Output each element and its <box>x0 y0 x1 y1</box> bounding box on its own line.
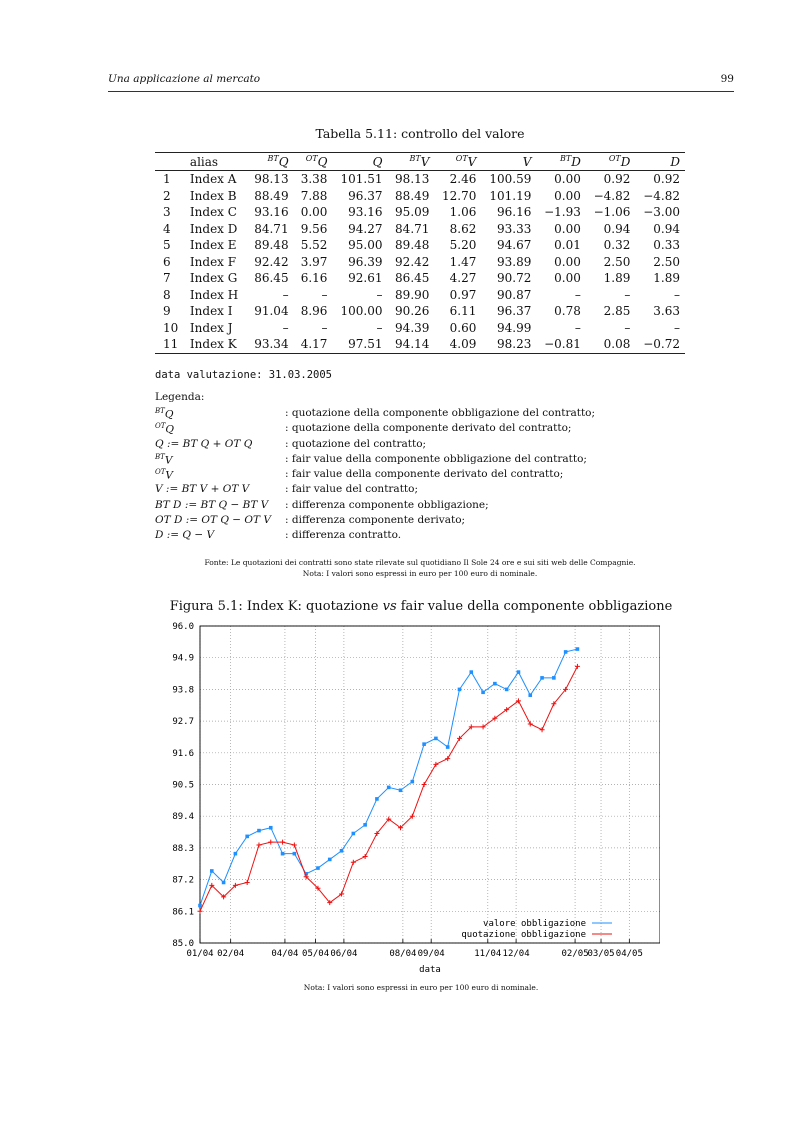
legend-symbol <box>155 453 172 467</box>
value-cell: 1.89 <box>653 271 680 286</box>
legend-item <box>155 529 635 544</box>
row-number: 2 <box>163 188 171 203</box>
value-cell: 0.00 <box>554 188 581 203</box>
data-point-valore <box>340 849 344 853</box>
y-tick-label: 88.3 <box>172 843 194 854</box>
data-point-valore <box>458 688 462 692</box>
value-cell: – <box>574 287 581 302</box>
value-cell: 97.51 <box>348 337 383 352</box>
x-tick-label: 08/04 <box>389 949 417 959</box>
value-cell: 100.00 <box>340 304 383 319</box>
value-cell: 2.46 <box>449 172 477 187</box>
value-cell: 84.71 <box>254 221 289 236</box>
row-number: 7 <box>163 271 171 286</box>
legend-symbol-text: Q <box>165 423 175 436</box>
data-point-valore <box>422 742 426 746</box>
header-superscript: OT <box>455 154 468 163</box>
value-cell: 101.19 <box>489 188 532 203</box>
value-cell: 92.42 <box>395 254 430 269</box>
data-point-quotazione <box>292 843 297 848</box>
legend-description: : quotazione della componente obbligazione del contratto; <box>285 407 596 419</box>
x-tick-label: 03/05 <box>587 949 615 959</box>
value-cell: 86.45 <box>395 271 430 286</box>
value-cell: 0.78 <box>554 304 581 319</box>
data-point-valore <box>328 858 332 862</box>
value-cell: 7.88 <box>300 188 328 203</box>
value-cell: 0.97 <box>449 287 477 302</box>
value-cell: 6.11 <box>449 304 477 319</box>
row-number: 5 <box>163 238 171 253</box>
value-cell: 0.00 <box>300 205 328 220</box>
header-superscript: BT <box>560 154 572 163</box>
figure-caption-vs: vs <box>382 599 397 614</box>
row-number: 10 <box>163 320 179 335</box>
data-point-quotazione <box>433 762 438 767</box>
table-row <box>155 254 685 271</box>
value-cell: 94.27 <box>348 221 383 236</box>
header-superscript: BT <box>267 154 279 163</box>
row-number: 11 <box>163 337 179 352</box>
x-tick-label: 05/04 <box>302 949 330 959</box>
y-tick-label: 96.0 <box>172 622 194 632</box>
header-symbol: Q <box>317 155 328 169</box>
legend-symbol <box>155 468 173 482</box>
value-cell: 93.89 <box>497 254 532 269</box>
data-point-valore <box>245 835 249 839</box>
table-header-row <box>155 153 685 171</box>
data-point-quotazione <box>528 721 533 726</box>
alias-cell: Index D <box>189 221 238 236</box>
table-row <box>155 303 685 320</box>
value-cell: 94.99 <box>497 320 532 335</box>
value-cell: −3.00 <box>643 205 680 220</box>
value-cell: 90.87 <box>497 287 532 302</box>
y-tick-label: 86.1 <box>172 907 194 918</box>
value-cell: 4.09 <box>449 337 477 352</box>
data-point-valore <box>387 786 391 790</box>
value-cell: 89.48 <box>395 238 430 253</box>
value-cell: 2.50 <box>653 254 680 269</box>
x-tick-label: 12/04 <box>502 949 530 959</box>
legend-symbol-text: D := Q − V <box>155 529 215 542</box>
table-row <box>155 221 685 238</box>
header-symbol: V <box>522 154 532 169</box>
table-source-note <box>155 557 685 579</box>
data-point-valore <box>198 904 202 908</box>
figure-caption <box>108 599 734 614</box>
chart-note: Nota: I valori sono espressi in euro per 100 euro di nominale. <box>303 983 539 992</box>
legend-symbol-text: V <box>165 469 174 482</box>
value-cell: 96.37 <box>497 304 532 319</box>
legend-description: : differenza contratto. <box>285 529 402 542</box>
table-body <box>155 171 685 354</box>
header-cell: alias <box>189 154 219 169</box>
data-point-valore <box>517 670 521 674</box>
data-point-valore <box>352 832 356 836</box>
data-point-valore <box>552 676 556 680</box>
value-cell: 1.47 <box>449 254 477 269</box>
x-tick-label: 04/05 <box>615 949 643 959</box>
value-cell: 5.20 <box>449 238 477 253</box>
header-cell <box>294 153 333 171</box>
figure-caption-pre: Figura 5.1: Index K: quotazione <box>169 599 383 614</box>
data-point-quotazione <box>245 880 250 885</box>
data-point-quotazione <box>540 727 545 732</box>
value-cell: 3.63 <box>653 304 680 319</box>
legend-description: : quotazione della componente derivato del contratto; <box>285 422 572 435</box>
table-row <box>155 320 685 337</box>
header-symbol: V <box>467 155 477 169</box>
data-point-valore <box>446 745 450 749</box>
table-caption: Tabella 5.11: controllo del valore <box>315 126 525 141</box>
legend-superscript: OT <box>155 468 166 477</box>
legend-description: : differenza componente derivato; <box>285 514 466 527</box>
value-cell: – <box>282 287 289 302</box>
value-cell: 0.92 <box>603 172 631 187</box>
alias-cell: Index G <box>189 271 238 286</box>
chart-legend-label: valore obbligazione <box>483 919 586 929</box>
data-point-valore <box>411 780 415 784</box>
header-cell <box>247 153 294 171</box>
data-point-quotazione <box>256 843 261 848</box>
data-point-valore <box>222 881 226 885</box>
legend-superscript: OT <box>155 422 166 431</box>
value-cell: – <box>674 320 680 335</box>
data-point-valore <box>505 688 509 692</box>
header-superscript: OT <box>305 154 318 163</box>
legend-description: : fair value della componente obbligazione del contratto; <box>285 452 587 465</box>
table-row <box>155 270 685 287</box>
x-tick-label: 04/04 <box>271 949 299 959</box>
value-cell: 90.26 <box>395 304 430 319</box>
header-cell <box>536 153 586 171</box>
legend-item <box>155 422 635 437</box>
value-cell: – <box>574 320 581 335</box>
value-cell: 98.23 <box>497 337 532 352</box>
header-symbol: D <box>670 154 680 169</box>
alias-cell: Index H <box>189 287 239 302</box>
data-point-valore <box>375 797 379 801</box>
value-cell: 94.67 <box>497 238 532 253</box>
value-cell: – <box>282 320 289 335</box>
valuation-date: data valutazione: 31.03.2005 <box>155 369 333 381</box>
legend-superscript: BT <box>155 407 165 415</box>
legend-item <box>155 514 635 529</box>
data-point-quotazione <box>445 756 450 761</box>
legend-item <box>155 438 635 453</box>
value-cell: 12.70 <box>441 188 477 203</box>
legend-symbol <box>155 514 271 526</box>
value-cell: – <box>321 320 328 335</box>
value-cell: 2.85 <box>603 304 631 319</box>
header-cell <box>481 153 536 171</box>
data-point-quotazione <box>198 909 203 914</box>
header-symbol: D <box>571 155 581 169</box>
legend-symbol <box>155 499 268 511</box>
legend-item <box>155 453 635 468</box>
x-tick-label: 01/04 <box>186 949 214 959</box>
value-cell: 9.56 <box>300 221 328 236</box>
value-cell: 92.61 <box>348 271 383 286</box>
value-cell: – <box>321 287 328 302</box>
header-symbol: Q <box>278 155 289 169</box>
value-cell: 2.50 <box>603 254 631 269</box>
data-point-valore <box>210 869 214 873</box>
row-number: 6 <box>163 254 171 269</box>
legend-description: : quotazione del contratto; <box>285 437 427 450</box>
table-row <box>155 336 685 353</box>
row-number: 8 <box>163 287 171 302</box>
legend-superscript: BT <box>155 452 165 461</box>
alias-cell: Index B <box>189 188 237 203</box>
y-tick-label: 93.8 <box>172 685 194 696</box>
value-cell: 89.48 <box>254 238 289 253</box>
value-cell: 95.00 <box>348 238 383 253</box>
header-cell <box>434 153 481 171</box>
value-cell: −4.82 <box>643 188 680 203</box>
legend-symbol <box>155 483 249 495</box>
value-cell: 84.71 <box>395 221 430 236</box>
header-cell <box>635 153 685 171</box>
x-tick-label: 02/05 <box>561 949 589 959</box>
y-tick-label: 94.9 <box>172 653 194 664</box>
table-row <box>155 204 685 221</box>
y-tick-label: 91.6 <box>172 748 194 759</box>
alias-cell: Index J <box>189 320 233 335</box>
value-cell: 1.89 <box>603 271 631 286</box>
row-number: 4 <box>163 221 171 236</box>
data-point-valore <box>234 852 238 856</box>
data-point-quotazione <box>363 854 368 859</box>
figure-caption-post: fair value della componente obbligazione <box>396 599 673 614</box>
legend-symbol <box>155 422 174 436</box>
alias-cell: Index F <box>189 254 237 269</box>
value-cell: 91.04 <box>254 304 289 319</box>
value-cell: 93.34 <box>254 337 289 352</box>
data-point-valore <box>493 682 497 686</box>
y-tick-label: 85.0 <box>172 939 194 949</box>
value-cell: – <box>624 287 631 302</box>
value-cell: 98.13 <box>395 172 430 187</box>
value-cell: 3.97 <box>300 254 328 269</box>
value-cell: 93.33 <box>497 221 532 236</box>
table-row <box>155 171 685 188</box>
legend-title: Legenda: <box>155 391 205 403</box>
alias-cell: Index A <box>189 172 237 187</box>
data-point-valore <box>481 690 485 694</box>
value-cell: −1.06 <box>593 205 631 220</box>
data-point-valore <box>269 826 273 830</box>
data-point-valore <box>528 693 532 697</box>
value-cell: 93.16 <box>254 205 289 220</box>
value-cell: 0.94 <box>653 221 680 236</box>
header-cell <box>586 153 636 171</box>
value-cell: 4.27 <box>449 271 477 286</box>
value-cell: −4.82 <box>593 188 631 203</box>
alias-cell: Index K <box>189 337 237 352</box>
data-point-valore <box>469 670 473 674</box>
value-cell: 5.52 <box>300 238 328 253</box>
header-superscript: OT <box>608 154 621 163</box>
header-cell <box>332 153 387 171</box>
section-title: Una applicazione al mercato <box>108 73 261 85</box>
value-cell: 4.17 <box>300 337 328 352</box>
data-point-valore <box>399 788 403 792</box>
legend-symbol <box>155 407 173 421</box>
value-cell: 6.16 <box>300 271 328 286</box>
legend-symbol-text: Q := BT Q + OT Q <box>155 437 253 450</box>
legend-symbol-text: OT D := OT Q − OT V <box>155 514 271 527</box>
header-superscript: BT <box>409 154 421 163</box>
value-cell: 0.00 <box>554 254 581 269</box>
header-cell <box>387 153 434 171</box>
data-point-valore <box>540 676 544 680</box>
value-cell: 96.37 <box>348 188 383 203</box>
alias-cell: Index I <box>189 304 233 319</box>
value-cell: 0.01 <box>554 238 581 253</box>
legend-symbol-text: V := BT V + OT V <box>155 483 250 496</box>
legend-item <box>155 483 635 498</box>
x-tick-label: 02/04 <box>217 949 245 959</box>
legend-description: : fair value del contratto; <box>285 483 418 496</box>
legend-symbol-text: V <box>164 454 173 467</box>
header-symbol: Q <box>372 154 383 169</box>
x-axis-label: data <box>419 965 441 975</box>
values-note-line: Nota: I valori sono espressi in euro per 100 euro di nominale. <box>302 569 538 578</box>
value-cell: 94.14 <box>395 337 430 352</box>
data-point-valore <box>257 829 261 833</box>
data-point-quotazione <box>351 860 356 865</box>
data-point-valore <box>293 852 297 856</box>
source-line: Fonte: Le quotazioni dei contratti sono state rilevate sul quotidiano Il Sole 24 ore e sui siti web delle Compagnie. <box>204 558 636 567</box>
value-cell: −0.81 <box>544 337 581 352</box>
value-cell: 88.49 <box>395 188 430 203</box>
legend-symbol <box>155 529 214 541</box>
y-tick-label: 90.5 <box>172 780 194 791</box>
data-point-valore <box>316 866 320 870</box>
row-number: 9 <box>163 304 171 319</box>
value-cell: 1.06 <box>449 205 477 220</box>
legend-item <box>155 407 635 422</box>
header-symbol: V <box>420 155 430 169</box>
value-cell: 0.00 <box>554 221 581 236</box>
header-cell-index <box>155 153 185 171</box>
value-cell: 0.94 <box>603 221 631 236</box>
value-cell: 86.45 <box>254 271 289 286</box>
data-point-valore <box>281 852 285 856</box>
value-cell: 89.90 <box>395 287 430 302</box>
chart-legend-label: quotazione obbligazione <box>461 930 586 940</box>
value-cell: 96.39 <box>348 254 383 269</box>
table-row <box>155 188 685 205</box>
alias-cell: Index C <box>189 205 237 220</box>
legend-symbol <box>155 438 252 450</box>
value-cell: 8.62 <box>449 221 477 236</box>
value-cell: 0.33 <box>653 238 680 253</box>
data-point-quotazione <box>422 782 427 787</box>
alias-cell: Index E <box>189 238 237 253</box>
table-row <box>155 287 685 304</box>
legend-item <box>155 468 635 483</box>
x-tick-label: 06/04 <box>330 949 358 959</box>
value-cell: 0.32 <box>603 238 631 253</box>
legend-item <box>155 499 635 514</box>
value-cell: 90.72 <box>497 271 532 286</box>
series-line-valore <box>200 649 577 905</box>
row-number: 1 <box>163 172 171 187</box>
value-cell: 88.49 <box>254 188 289 203</box>
value-cell: – <box>674 287 680 302</box>
row-number: 3 <box>163 205 171 220</box>
data-point-quotazione <box>280 840 285 845</box>
y-tick-label: 89.4 <box>172 812 194 823</box>
value-cell: – <box>376 287 383 302</box>
header-rule <box>108 91 734 92</box>
x-tick-label: 11/04 <box>474 949 502 959</box>
y-tick-label: 87.2 <box>172 875 194 886</box>
value-cell: 0.00 <box>554 271 581 286</box>
data-point-valore <box>564 650 568 654</box>
value-cell: 96.16 <box>497 205 532 220</box>
data-point-valore <box>434 737 438 741</box>
value-control-table <box>155 152 685 354</box>
value-cell: 100.59 <box>489 172 532 187</box>
page-number: 99 <box>720 73 734 85</box>
legend-symbol-text: BT D := BT Q − BT V <box>155 498 269 511</box>
value-cell: 8.96 <box>300 304 328 319</box>
data-point-valore <box>576 647 580 651</box>
value-cell: 0.92 <box>653 172 680 187</box>
legend-description: : differenza componente obbligazione; <box>285 498 489 511</box>
legend-symbol-text: Q <box>164 408 174 421</box>
value-cell: – <box>376 320 383 335</box>
value-cell: 3.38 <box>300 172 328 187</box>
value-cell: 0.08 <box>603 337 631 352</box>
value-cell: 95.09 <box>395 205 430 220</box>
value-cell: 92.42 <box>254 254 289 269</box>
value-cell: −0.72 <box>643 337 680 352</box>
data-point-valore <box>363 823 367 827</box>
line-chart <box>160 617 660 981</box>
x-tick-label: 09/04 <box>417 949 445 959</box>
value-cell: 98.13 <box>254 172 289 187</box>
value-cell: – <box>624 320 631 335</box>
value-cell: 0.60 <box>449 320 477 335</box>
table-row <box>155 237 685 254</box>
value-cell: 0.00 <box>554 172 581 187</box>
value-cell: 93.16 <box>348 205 383 220</box>
legend-list <box>155 407 635 545</box>
value-cell: 101.51 <box>340 172 383 187</box>
data-point-quotazione <box>268 840 273 845</box>
value-cell: 94.39 <box>395 320 430 335</box>
header-symbol: D <box>620 155 631 169</box>
data-point-quotazione <box>575 664 580 669</box>
running-head <box>108 73 734 91</box>
legend-description: : fair value della componente derivato del contratto; <box>285 468 564 481</box>
y-tick-label: 92.7 <box>172 717 194 728</box>
value-cell: −1.93 <box>544 205 581 220</box>
